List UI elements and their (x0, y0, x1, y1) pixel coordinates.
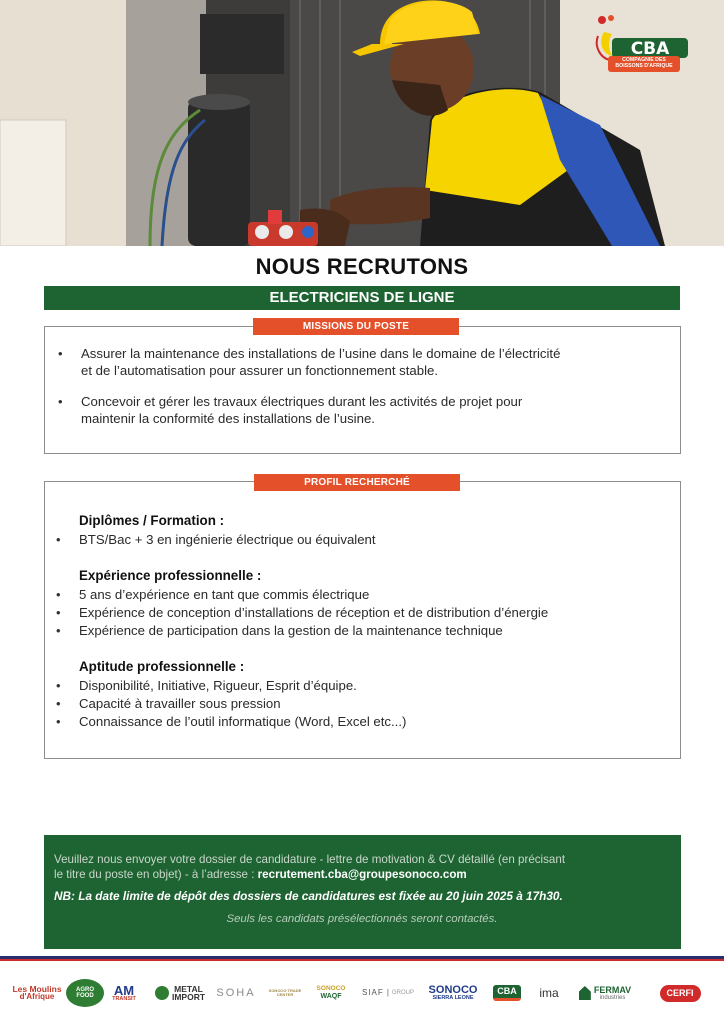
partner-logo-siaf-group: SIAF | GROUP (361, 988, 415, 997)
divider-stripe-red (0, 959, 724, 961)
partner-logo-agrofood: AGRO FOOD (66, 978, 104, 1008)
missions-tag: MISSIONS DU POSTE (253, 318, 459, 335)
bullet-icon: • (56, 623, 61, 638)
aptitude-item-1: Disponibilité, Initiative, Rigueur, Esprit d’équipe. (79, 678, 357, 693)
experience-item-1: 5 ans d’expérience en tant que commis électrique (79, 587, 370, 602)
mission-item-2-line1: Concevoir et gérer les travaux électriques durant les activités de projet pour (81, 394, 523, 409)
metal-import-icon (155, 986, 169, 1000)
application-instructions-prefix: le titre du poste en objet) - à l’adresse : (54, 868, 258, 881)
application-instructions-line1: Veuillez nous envoyer votre dossier de candidature - lettre de motivation & CV détaillé (en précisant (54, 853, 566, 866)
mission-item-2-line2: maintenir la conformité des installations de l’usine. (81, 411, 375, 426)
application-instructions-line2 (54, 867, 467, 882)
deadline-note: NB: La date limite de dépôt des dossiers de candidatures est fixée au 20 juin 2025 à 17h30. (54, 889, 563, 903)
partner-logo-soha: SOHA (216, 986, 256, 999)
aptitude-item-3: Connaissance de l’outil informatique (Word, Excel etc...) (79, 714, 407, 729)
bullet-icon: • (56, 605, 61, 620)
logo-text: CBA (630, 39, 670, 59)
partner-logo-ima: ima (539, 986, 559, 1000)
fermav-icon (579, 986, 591, 1000)
diplomas-heading: Diplômes / Formation : (79, 513, 225, 528)
experience-heading: Expérience professionnelle : (79, 568, 262, 583)
bullet-icon: • (58, 346, 63, 361)
partner-logo-sonoco-trade-center: SONOCO TRADE CENTER (268, 988, 302, 997)
bullet-icon: • (56, 696, 61, 711)
partner-logo-cerfi: CERFI (652, 978, 708, 1008)
bullet-icon: • (56, 532, 61, 547)
bullet-icon: • (58, 394, 63, 409)
diploma-item: BTS/Bac + 3 en ingénierie électrique ou équivalent (79, 532, 376, 547)
application-email[interactable]: recrutement.cba@groupesonoco.com (257, 868, 467, 881)
job-title-banner: ELECTRICIENS DE LIGNE (44, 286, 680, 310)
experience-item-3: Expérience de participation dans la gestion de la maintenance technique (79, 623, 503, 638)
bullet-icon: • (56, 587, 61, 602)
cba-logo (594, 14, 694, 78)
mission-item-1-line2: et de l’automatisation pour assurer un fonctionnement stable. (81, 363, 439, 378)
logo-subtitle: COMPAGNIE DES BOISSONS D'AFRIQUE (615, 57, 673, 69)
profile-tag: PROFIL RECHERCHÉ (254, 474, 460, 491)
bullet-icon: • (56, 714, 61, 729)
shortlist-note: Seuls les candidats présélectionnés seront contactés. (226, 913, 498, 925)
partner-logo-moulins: Les Moulins d'Afrique (12, 983, 62, 1002)
partner-logo-sonoco-sierra-leone: SONOCO SIERRA LEONE (428, 983, 478, 1001)
aptitude-heading: Aptitude professionnelle : (79, 659, 245, 674)
partner-logo-metal-import: METAL IMPORT (148, 978, 212, 1008)
bullet-icon: • (56, 678, 61, 693)
page-title: NOUS RECRUTONS (255, 254, 469, 279)
experience-item-2: Expérience de conception d’installations de réception et de distribution d’énergie (79, 605, 549, 620)
partner-logo-cba: CBA (486, 978, 528, 1008)
partner-logo-am-transit: AM TRANSIT (112, 982, 136, 1002)
partner-logo-fermav: FERMAV industries (570, 978, 640, 1008)
aptitude-item-2: Capacité à travailler sous pression (79, 696, 281, 711)
mission-item-1-line1: Assurer la maintenance des installations de l’usine dans le domaine de l’électricité (81, 346, 561, 361)
partner-logo-sonoco-waqf: SONOCO WAQF (316, 985, 346, 1000)
